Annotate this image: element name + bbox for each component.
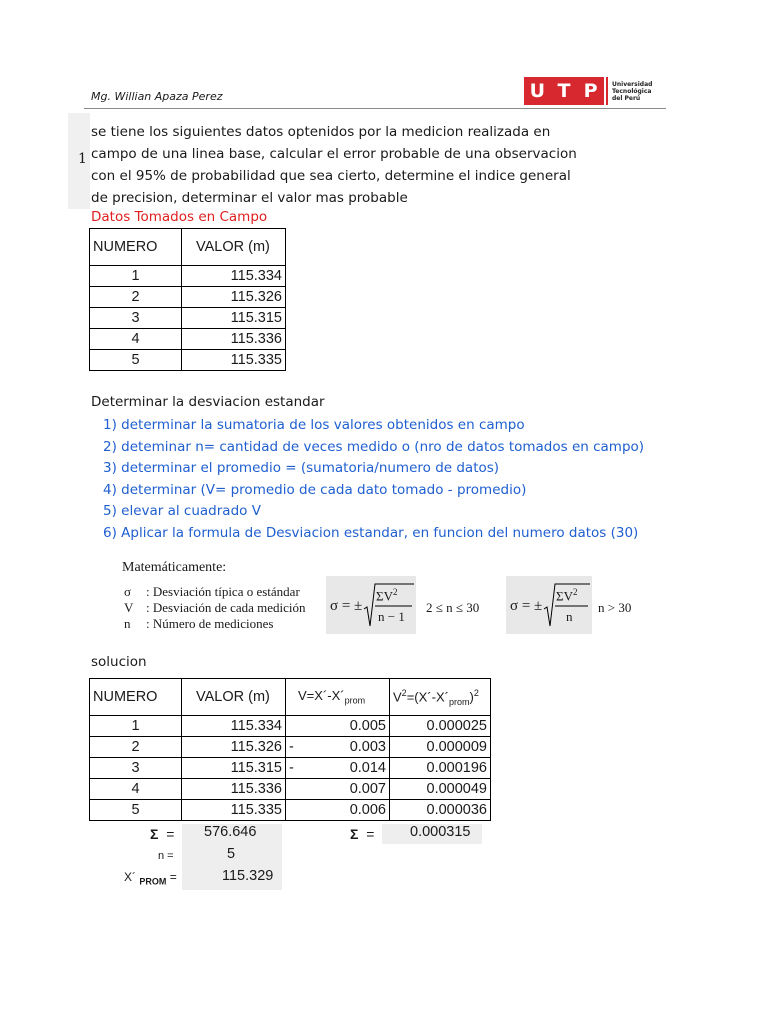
cell-v2: 0.000009 — [390, 737, 491, 758]
header-v-sub: prom — [344, 695, 366, 706]
cell-v2: 0.000049 — [390, 779, 491, 800]
section-title: Determinar la desviacion estandar — [91, 394, 325, 410]
table-row — [90, 287, 286, 308]
legend-symbol: V — [124, 600, 134, 615]
formula1-lhs: σ = ± — [330, 598, 363, 614]
logo-letter-p: P — [583, 80, 598, 102]
sum-symbol: Σ — [150, 826, 159, 842]
cell-v — [286, 779, 390, 800]
table-row — [90, 308, 286, 329]
header-numero: NUMERO — [90, 229, 182, 266]
table-header-row — [90, 679, 491, 716]
cell-v-value: 0.007 — [349, 781, 386, 797]
legend-row — [124, 616, 306, 632]
table-row — [90, 737, 491, 758]
logo-letter-u: U — [529, 80, 546, 102]
cell-valor: 115.336 — [182, 779, 286, 800]
step-item: 2) deteminar n= cantidad de veces medido o (nro de datos tomados en campo) — [103, 438, 645, 455]
prom-label — [124, 870, 177, 886]
cell-numero: 3 — [90, 308, 182, 329]
step-item: 1) determinar la sumatoria de los valores obtenidos en campo — [103, 417, 525, 433]
header-v-text: V=X — [298, 688, 323, 704]
header-v2-sub: prom — [448, 696, 470, 707]
sum-eq: = — [166, 826, 175, 842]
header-v2-sup: 2 — [473, 687, 479, 698]
legend-row — [124, 600, 306, 616]
table-row — [90, 800, 491, 821]
table-row — [90, 266, 286, 287]
header-v2-text: ) — [469, 688, 474, 704]
cell-v — [286, 758, 390, 779]
formula1-condition: 2 ≤ n ≤ 30 — [426, 600, 480, 615]
legend-row — [124, 584, 306, 600]
cell-v-value: 0.003 — [349, 739, 386, 755]
formula-legend — [124, 584, 306, 632]
formula2-lhs: σ = ± — [510, 598, 543, 614]
logo-text-line: Universidad — [612, 80, 653, 88]
header-v2 — [390, 679, 491, 716]
cell-valor: 115.334 — [182, 266, 286, 287]
cell-valor: 115.315 — [182, 308, 286, 329]
cell-v-value: 0.005 — [349, 718, 386, 734]
formula1-num: ΣV — [376, 588, 393, 604]
table-row — [90, 350, 286, 371]
header-v — [286, 679, 390, 716]
header-valor: VALOR (m) — [182, 229, 286, 266]
header-v2-text: V — [393, 688, 402, 704]
prime-mark: ´ — [444, 688, 449, 704]
problem-number: 1 — [78, 151, 87, 167]
legend-symbol: σ — [124, 584, 132, 599]
table-row — [90, 779, 491, 800]
table-row — [90, 329, 286, 350]
formula2-exp: 2 — [572, 587, 578, 597]
cell-v — [286, 716, 390, 737]
problem-statement — [91, 121, 577, 209]
problem-line: de precision, determinar el valor mas probable — [91, 190, 408, 206]
logo-letters — [524, 77, 604, 105]
prom-eq: = — [169, 870, 177, 884]
cell-numero: 5 — [90, 350, 182, 371]
step-item: 3) determinar el promedio = (sumatoria/numero de datos) — [103, 460, 500, 477]
cell-v — [286, 737, 390, 758]
step-item: 6) Aplicar la formula de Desviacion estandar, en funcion del numero datos (30) — [103, 524, 639, 541]
formula2-denominator: n — [566, 609, 573, 624]
cell-v-value: 0.006 — [349, 802, 386, 818]
legend-symbol: n — [124, 616, 131, 631]
cell-v2: 0.000025 — [390, 716, 491, 737]
legend-desc: : Desviación de cada medición — [146, 600, 306, 615]
solution-label: solucion — [91, 654, 147, 670]
cell-valor: 115.315 — [182, 758, 286, 779]
logo-text-line: del Perú — [612, 94, 641, 102]
logo-text-line: Tecnológica — [612, 87, 652, 95]
formula1-numerator — [376, 587, 397, 604]
logo-letter-t: T — [557, 80, 571, 102]
cell-v2: 0.000196 — [390, 758, 491, 779]
minus-sign: - — [289, 760, 294, 776]
cell-numero: 4 — [90, 779, 182, 800]
logo-separator — [606, 77, 608, 105]
utp-logo — [524, 77, 652, 105]
header-v2-sup: 2 — [401, 687, 407, 698]
field-data-table — [89, 228, 286, 371]
cell-numero: 1 — [90, 716, 182, 737]
header-rule — [84, 108, 666, 109]
header-v2-text: -X — [431, 688, 445, 704]
cell-numero: 4 — [90, 329, 182, 350]
prom-x: X — [124, 870, 133, 884]
sum-value: 576.646 — [204, 824, 257, 840]
cell-valor: 115.326 — [182, 287, 286, 308]
cell-v2: 0.000036 — [390, 800, 491, 821]
step-item: 5) elevar al cuadrado V — [103, 503, 261, 520]
cell-numero: 2 — [90, 287, 182, 308]
formula2-condition: n > 30 — [598, 600, 632, 615]
cell-v-value: 0.014 — [349, 760, 386, 776]
sum-v2-symbol: Σ — [350, 826, 359, 842]
legend-desc: : Desviación típica o estándar — [146, 584, 300, 599]
prime-mark: ´ — [427, 688, 432, 704]
problem-line: con el 95% de probabilidad que sea cierto, determine el indice general — [91, 168, 571, 184]
table-row — [90, 758, 491, 779]
table-row — [90, 716, 491, 737]
steps-list — [103, 415, 644, 545]
cell-valor: 115.326 — [182, 737, 286, 758]
n-label: n = — [158, 850, 174, 862]
problem-line: se tiene los siguientes datos optenidos por la medicion realizada en — [91, 124, 551, 140]
cell-numero: 2 — [90, 737, 182, 758]
minus-sign: - — [289, 739, 294, 755]
legend-desc: : Número de mediciones — [146, 616, 274, 631]
problem-line: campo de una linea base, calcular el error probable de una observacion — [91, 146, 577, 162]
cell-v — [286, 800, 390, 821]
cell-valor: 115.335 — [182, 800, 286, 821]
header-v2-text: =(X — [406, 688, 428, 704]
formula1-denominator: n − 1 — [378, 609, 405, 624]
header-valor: VALOR (m) — [182, 679, 286, 716]
header-v-text: -X — [327, 688, 341, 704]
cell-valor: 115.335 — [182, 350, 286, 371]
formula2-numerator — [556, 587, 577, 604]
cell-numero: 5 — [90, 800, 182, 821]
sum-label — [150, 826, 174, 842]
cell-numero: 3 — [90, 758, 182, 779]
logo-university-name — [612, 81, 652, 102]
math-title: Matemáticamente: — [122, 560, 227, 575]
sum-v2-value: 0.000315 — [410, 824, 471, 840]
prom-sub: PROM — [139, 876, 167, 887]
sum-v2-label — [350, 826, 374, 842]
sum-v2-eq: = — [366, 826, 375, 842]
cell-valor: 115.336 — [182, 329, 286, 350]
solution-table — [89, 678, 491, 821]
formula1-exp: 2 — [392, 587, 398, 597]
prom-prime: ´ — [132, 870, 137, 884]
author-name: Mg. Willian Apaza Perez — [91, 90, 223, 103]
prime-mark: ´ — [340, 688, 345, 704]
formula2-num: ΣV — [556, 588, 573, 604]
cell-valor: 115.334 — [182, 716, 286, 737]
table-header-row — [90, 229, 286, 266]
prom-value: 115.329 — [222, 868, 274, 884]
step-item: 4) determinar (V= promedio de cada dato tomado - promedio) — [103, 481, 527, 498]
prime-mark: ´ — [322, 688, 328, 704]
cell-numero: 1 — [90, 266, 182, 287]
header-numero: NUMERO — [90, 679, 182, 716]
data-table-title: Datos Tomados en Campo — [91, 209, 268, 225]
n-value: 5 — [227, 846, 236, 862]
